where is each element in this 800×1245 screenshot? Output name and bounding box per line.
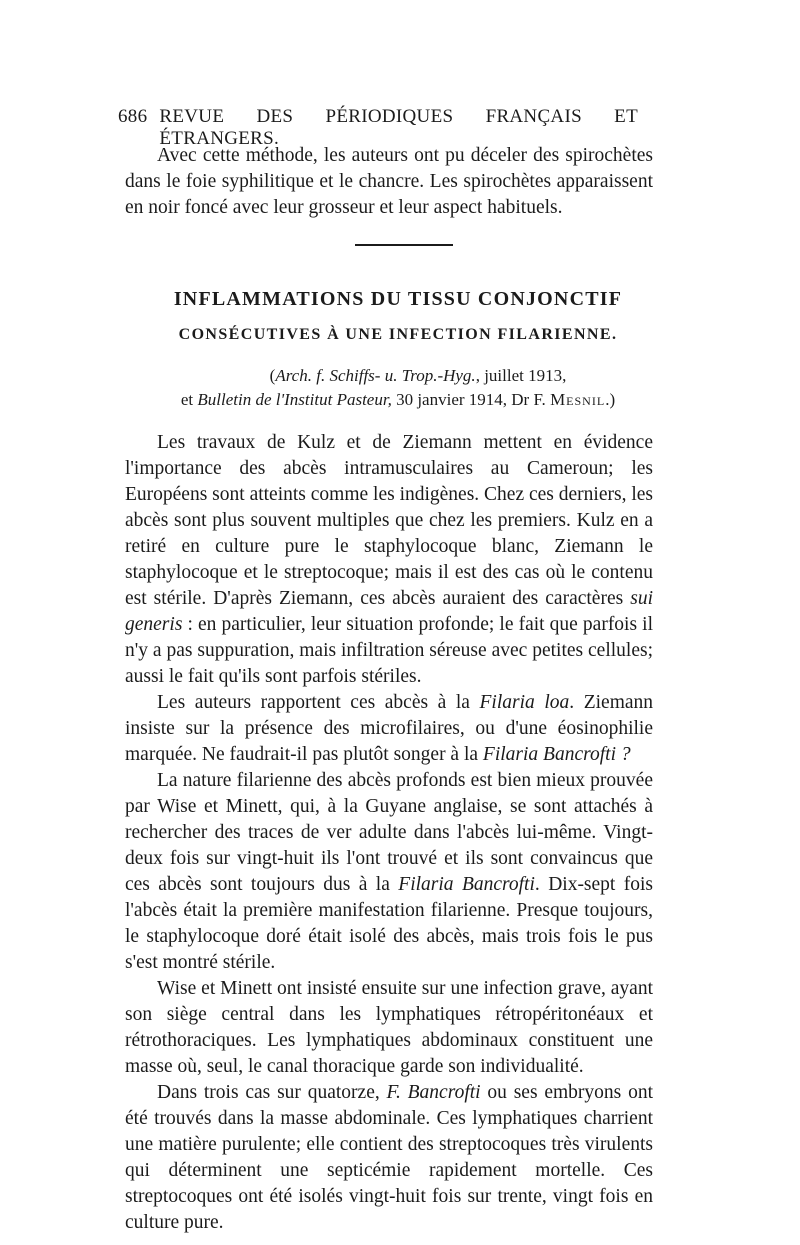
paragraph-5 <box>125 1080 653 1236</box>
ref-open-paren: ( <box>269 366 276 385</box>
p5-italic: F. Bancrofti <box>386 1082 481 1103</box>
reference-line-2 <box>118 388 678 412</box>
ref-close: .) <box>605 390 616 409</box>
article-title: INFLAMMATIONS DU TISSU CONJONCTIF <box>173 288 623 310</box>
p2-italic-1: Filaria loa <box>479 692 570 713</box>
ref-author: Mesnil <box>550 390 606 409</box>
p2-text-b: . Ziemann insiste sur la présence des microfilaires, ou d'une éosinophilie marquée. Ne faudrait-il pas plutôt songer à la <box>125 692 654 765</box>
article-reference <box>118 364 678 412</box>
ref-date-2: 30 janvier 1914, Dr F. <box>391 390 551 409</box>
p5-text-b: ou ses embryons ont été trouvés dans la masse abdominale. Ces lymphatiques charrient une matière purulente; elle contient des streptocoques très virulents qui déterminent une septicémie rapidement mortelle. Ces streptocoques ont été isolés vingt-huit fois sur trente, vingt fois en culture pure. <box>125 1082 653 1233</box>
ref-et: et <box>180 390 198 409</box>
page-number: 686 <box>118 106 148 127</box>
paragraph-2 <box>125 690 653 768</box>
intro-block <box>125 143 653 221</box>
p2-text-a: Les auteurs rapportent ces abcès à la <box>157 692 480 713</box>
p1-text-a: Les travaux de Kulz et de Ziemann mettent en évidence l'importance des abcès intramusculaires au Cameroun; les Européens sont atteints comme les indigènes. Chez ces derniers, les abcès sont plus souvent multiples que chez les premiers. Kulz en a retiré en culture pure le staphylocoque blanc, Ziemann le staphylocoque et le streptocoque; mais il est des cas où le contenu est stérile. D'après Ziemann, ces abcès auraient des caractères <box>125 432 653 609</box>
p1-text-b: : en particulier, leur situation profonde; le fait que parfois il n'y a pas suppuration, mais infiltration séreuse avec petites cellules; aussi le fait qu'ils sont parfois stériles. <box>125 614 653 687</box>
p3-italic: Filaria Bancrofti <box>398 874 535 895</box>
article-subtitle: CONSÉCUTIVES À UNE INFECTION FILARIENNE. <box>178 326 618 343</box>
ref-journal-2: Bulletin de l'Institut Pasteur, <box>197 390 392 409</box>
p1-italic: sui generis <box>125 588 653 635</box>
intro-paragraph: Avec cette méthode, les auteurs ont pu déceler des spirochètes dans le foie syphilitique et le chancre. Les spirochètes apparaissent en noir foncé avec leur grosseur et leur aspect habituels. <box>125 145 653 218</box>
reference-line-1 <box>118 364 678 388</box>
ref-journal-1: Arch. f. Schiffs- u. Trop.-Hyg. <box>275 366 476 385</box>
p5-text-a: Dans trois cas sur quatorze, <box>157 1082 387 1103</box>
article-body <box>125 430 653 1236</box>
ref-date-1: , juillet 1913, <box>475 366 567 385</box>
running-title: REVUE DES PÉRIODIQUES FRANÇAIS ET ÉTRANGERS. <box>159 106 638 149</box>
p3-text-a: La nature filarienne des abcès profonds est bien mieux prouvée par Wise et Minett, qui, à la Guyane anglaise, se sont attachés à rechercher des traces de ver adulte dans l'abcès lui-même. Vingt-deux fois sur vingt-huit ils l'ont trouvé et ils sont convaincus que ces abcès sont toujours dus à la <box>125 770 653 895</box>
paragraph-1 <box>125 430 653 690</box>
paragraph-4: Wise et Minett ont insisté ensuite sur une infection grave, ayant son siège central dans les lymphatiques rétropéritonéaux et rétrothoraciques. Les lymphatiques abdominaux constituent une masse où, seul, le canal thoracique garde son individualité. <box>125 978 653 1077</box>
paragraph-3 <box>125 768 653 976</box>
p2-italic-2: Filaria Bancrofti ? <box>482 744 631 765</box>
section-divider <box>355 244 453 246</box>
p3-text-b: . Dix-sept fois l'abcès était la première manifestation filarienne. Presque toujours, le staphylocoque doré était isolé des abcès, mais trois fois le pus s'est montré stérile. <box>125 874 653 973</box>
